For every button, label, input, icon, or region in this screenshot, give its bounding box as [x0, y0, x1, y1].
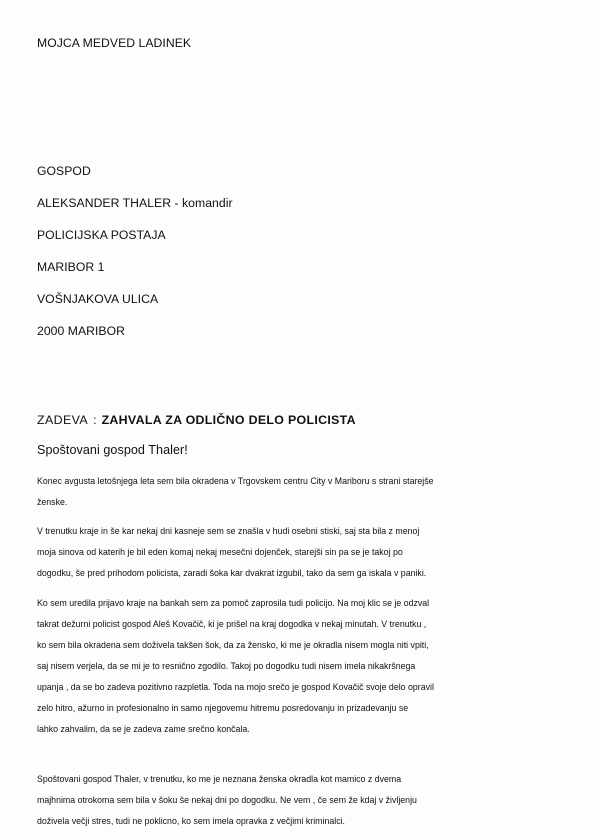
paragraph-line: upanja , da se bo zadeva pozitivno razpletla. Toda na mojo srečo je gospod Kovačič svoje delo opravil: [37, 682, 434, 692]
paragraph-line: lahko zahvalim, da se je zadeva zame srečno končala.: [37, 724, 250, 734]
paragraph-line: zelo hitro, ažurno in profesionalno in samo njegovemu hitremu posredovanju in prizadevanju se: [37, 703, 409, 713]
paragraph-line: V trenutku kraje in še kar nekaj dni kasneje sem se znašla v hudi osebni stiski, saj sta bila z menoj: [37, 526, 420, 536]
recipient-city: 2000 MARIBOR: [37, 324, 125, 338]
paragraph-2: [37, 521, 597, 584]
subject-line: [37, 414, 356, 426]
paragraph-line: ko sem bila okradena sem doživela takšen šok, da za žensko, ki me je okradla nisem mogla niti vpiti,: [37, 640, 429, 650]
paragraph-line: saj nisem verjela, da se mi je to resnično zgodilo. Takoj po dogodku tudi nisem imela nikakršnega: [37, 661, 416, 671]
paragraph-1: [37, 471, 597, 513]
paragraph-3: [37, 593, 597, 740]
paragraph-line: doživela večji stres, tudi ne poklicno, ko sem imela opravka z večjimi kriminalci.: [37, 816, 346, 826]
subject-separator: :: [93, 413, 97, 427]
paragraph-line: ženske.: [37, 497, 68, 507]
paragraph-line: takrat dežurni policist gospod Aleš Kovačič, ki je prišel na kraj dogodka v nekaj minutah. V trenutku ,: [37, 619, 427, 629]
paragraph-line: Spoštovani gospod Thaler, v trenutku, ko me je neznana ženska okradla kot mamico z dvema: [37, 774, 402, 784]
recipient-salutation: GOSPOD: [37, 164, 91, 178]
recipient-street: VOŠNJAKOVA ULICA: [37, 292, 159, 306]
subject-text: ZAHVALA ZA ODLIČNO DELO POLICISTA: [101, 413, 356, 427]
recipient-institution: POLICIJSKA POSTAJA: [37, 228, 166, 242]
paragraph-4: [37, 769, 597, 832]
paragraph-line: Konec avgusta letošnjega leta sem bila okradena v Trgovskem centru City v Mariboru s strani starejše: [37, 476, 434, 486]
sender-name: MOJCA MEDVED LADINEK: [37, 36, 192, 50]
greeting: Spoštovani gospod Thaler!: [37, 443, 188, 457]
recipient-station: MARIBOR 1: [37, 260, 105, 274]
paragraph-line: moja sinova od katerih je bil eden komaj nekaj mesečni dojenček, starejši sin pa se je takoj po: [37, 547, 403, 557]
paragraph-line: majhnima otrokoma sem bila v šoku še nekaj dni po dogodku. Ne vem , če sem že kdaj v življenju: [37, 795, 417, 805]
recipient-name: ALEKSANDER THALER - komandir: [37, 196, 233, 210]
paragraph-line: Ko sem uredila prijavo kraje na bankah sem za pomoč zaprosila tudi policijo. Na moj klic se je odzval: [37, 598, 430, 608]
subject-label: ZADEVA: [37, 413, 89, 427]
paragraph-line: dogodku, še pred prihodom policista, zaradi šoka kar dvakrat izgubil, tako da sem ga iskala v paniki.: [37, 568, 427, 578]
